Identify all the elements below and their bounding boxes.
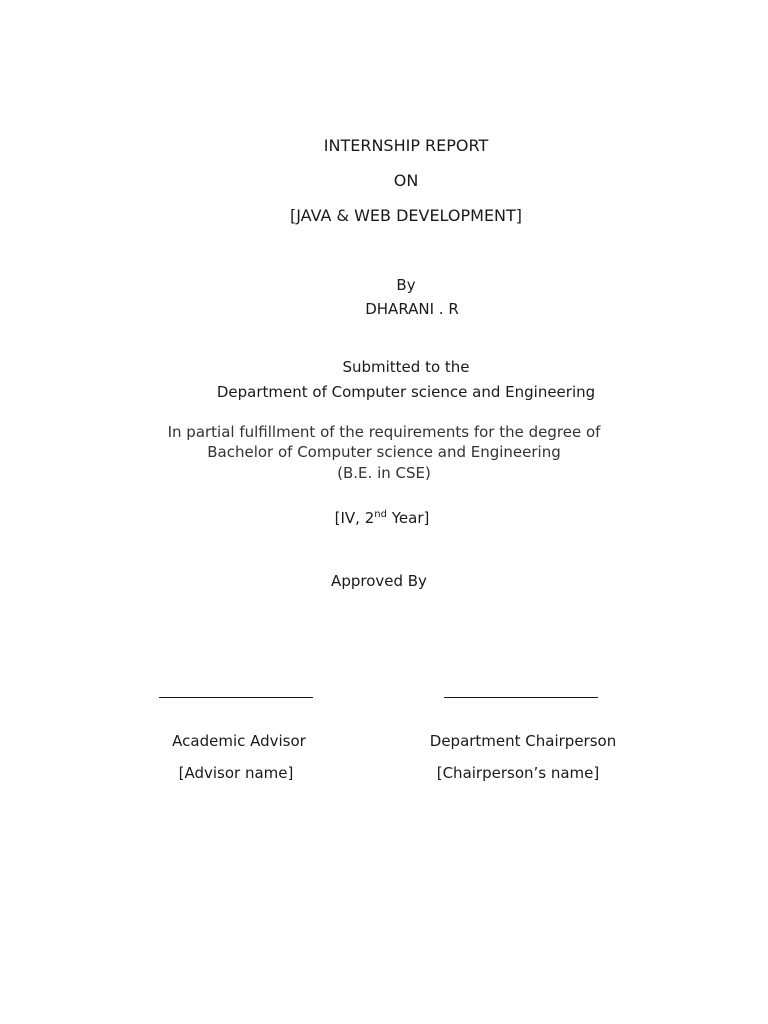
- report-topic: [JAVA & WEB DEVELOPMENT]: [289, 206, 523, 225]
- chair-role: Department Chairperson: [429, 732, 617, 750]
- degree-line-1: In partial fulfillment of the requirements for the degree of: [167, 423, 601, 441]
- advisor-name: [Advisor name]: [178, 764, 294, 782]
- report-title: INTERNSHIP REPORT: [323, 136, 489, 155]
- degree-line-2: Bachelor of Computer science and Engineering: [207, 443, 561, 461]
- author-name: DHARANI . R: [365, 300, 459, 318]
- degree-line-3: (B.E. in CSE): [337, 464, 431, 482]
- chair-signature-line: [444, 697, 598, 698]
- year-prefix: [IV, 2: [334, 509, 375, 527]
- submitted-to: Submitted to the: [342, 358, 470, 376]
- by-label: By: [396, 276, 416, 294]
- report-on: ON: [393, 171, 419, 190]
- chair-name: [Chairperson’s name]: [436, 764, 600, 782]
- year-label: [335, 508, 430, 528]
- advisor-role: Academic Advisor: [172, 732, 306, 750]
- department: Department of Computer science and Engineering: [216, 383, 596, 401]
- advisor-signature-line: [159, 697, 313, 698]
- year-suffix: Year]: [386, 509, 430, 527]
- year-superscript: nd: [374, 509, 387, 520]
- approved-by: Approved By: [331, 572, 427, 590]
